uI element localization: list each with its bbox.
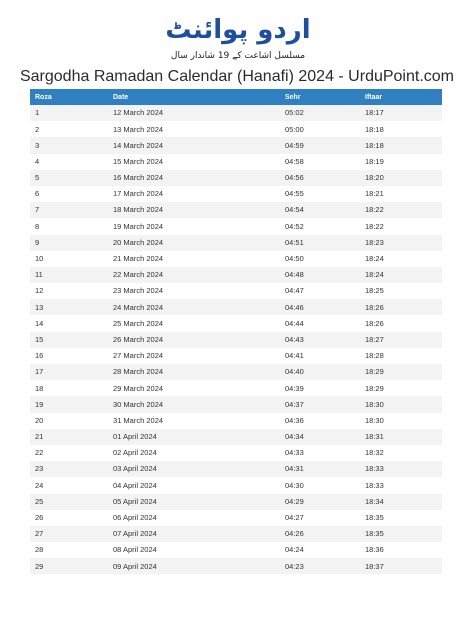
date-cell: 16 March 2024	[108, 170, 280, 186]
urdupoint-logo-mark	[165, 8, 311, 64]
logo-tagline: مسلسل اشاعت کے 19 شاندار سال	[170, 51, 306, 61]
date-cell: 30 March 2024	[108, 396, 280, 412]
sehr-cell: 04:44	[280, 315, 360, 331]
roza-cell: 10	[30, 251, 108, 267]
date-cell: 24 March 2024	[108, 299, 280, 315]
table-row	[30, 526, 442, 542]
urdupoint-logo	[165, 8, 311, 64]
sehr-cell: 04:46	[280, 299, 360, 315]
sehr-cell: 04:23	[280, 558, 360, 574]
iftaar-cell: 18:26	[360, 299, 442, 315]
roza-cell: 20	[30, 413, 108, 429]
table-row	[30, 461, 442, 477]
iftaar-cell: 18:23	[360, 235, 442, 251]
sehr-cell: 04:43	[280, 332, 360, 348]
iftaar-cell: 18:20	[360, 170, 442, 186]
sehr-cell: 05:00	[280, 121, 360, 137]
sehr-cell: 04:52	[280, 218, 360, 234]
iftaar-cell: 18:22	[360, 202, 442, 218]
date-cell: 21 March 2024	[108, 251, 280, 267]
roza-cell: 8	[30, 218, 108, 234]
roza-cell: 4	[30, 154, 108, 170]
table-row	[30, 445, 442, 461]
iftaar-cell: 18:33	[360, 477, 442, 493]
iftaar-cell: 18:37	[360, 558, 442, 574]
roza-cell: 27	[30, 526, 108, 542]
roza-cell: 16	[30, 348, 108, 364]
table-row	[30, 299, 442, 315]
roza-cell: 28	[30, 542, 108, 558]
iftaar-cell: 18:19	[360, 154, 442, 170]
sehr-cell: 04:37	[280, 396, 360, 412]
table-row	[30, 315, 442, 331]
sehr-cell: 04:55	[280, 186, 360, 202]
table-row	[30, 251, 442, 267]
sehr-cell: 04:40	[280, 364, 360, 380]
date-cell: 28 March 2024	[108, 364, 280, 380]
table-row	[30, 332, 442, 348]
sehr-cell: 05:02	[280, 105, 360, 121]
iftaar-cell: 18:30	[360, 413, 442, 429]
date-cell: 15 March 2024	[108, 154, 280, 170]
table-row	[30, 477, 442, 493]
roza-cell: 7	[30, 202, 108, 218]
ramadan-calendar-table	[30, 89, 442, 574]
date-cell: 27 March 2024	[108, 348, 280, 364]
table-row	[30, 121, 442, 137]
date-cell: 20 March 2024	[108, 235, 280, 251]
column-header-sehr: Sehr	[280, 89, 360, 105]
sehr-cell: 04:30	[280, 477, 360, 493]
sehr-cell: 04:59	[280, 137, 360, 153]
roza-cell: 5	[30, 170, 108, 186]
roza-cell: 13	[30, 299, 108, 315]
sehr-cell: 04:31	[280, 461, 360, 477]
iftaar-cell: 18:25	[360, 283, 442, 299]
iftaar-cell: 18:33	[360, 461, 442, 477]
iftaar-cell: 18:29	[360, 364, 442, 380]
date-cell: 01 April 2024	[108, 429, 280, 445]
logo-text: اردو پوائنٹ	[165, 15, 311, 45]
roza-cell: 29	[30, 558, 108, 574]
sehr-cell: 04:56	[280, 170, 360, 186]
date-cell: 19 March 2024	[108, 218, 280, 234]
table-row	[30, 396, 442, 412]
iftaar-cell: 18:29	[360, 380, 442, 396]
roza-cell: 18	[30, 380, 108, 396]
roza-cell: 11	[30, 267, 108, 283]
iftaar-cell: 18:35	[360, 510, 442, 526]
date-cell: 18 March 2024	[108, 202, 280, 218]
sehr-cell: 04:34	[280, 429, 360, 445]
sehr-cell: 04:26	[280, 526, 360, 542]
date-cell: 17 March 2024	[108, 186, 280, 202]
table-body	[30, 105, 442, 574]
column-header-roza: Roza	[30, 89, 108, 105]
table-row	[30, 202, 442, 218]
table-row	[30, 558, 442, 574]
iftaar-cell: 18:35	[360, 526, 442, 542]
table-row	[30, 380, 442, 396]
sehr-cell: 04:54	[280, 202, 360, 218]
date-cell: 07 April 2024	[108, 526, 280, 542]
page-title: Sargodha Ramadan Calendar (Hanafi) 2024 - UrduPoint.com	[19, 68, 454, 85]
sehr-cell: 04:33	[280, 445, 360, 461]
date-cell: 29 March 2024	[108, 380, 280, 396]
roza-cell: 23	[30, 461, 108, 477]
iftaar-cell: 18:18	[360, 137, 442, 153]
sehr-cell: 04:29	[280, 494, 360, 510]
date-cell: 04 April 2024	[108, 477, 280, 493]
table-row	[30, 413, 442, 429]
roza-cell: 19	[30, 396, 108, 412]
sehr-cell: 04:47	[280, 283, 360, 299]
roza-cell: 3	[30, 137, 108, 153]
sehr-cell: 04:24	[280, 542, 360, 558]
table-row	[30, 137, 442, 153]
iftaar-cell: 18:26	[360, 315, 442, 331]
roza-cell: 2	[30, 121, 108, 137]
column-header-iftaar: Iftaar	[360, 89, 442, 105]
table-row	[30, 348, 442, 364]
date-cell: 14 March 2024	[108, 137, 280, 153]
sehr-cell: 04:51	[280, 235, 360, 251]
iftaar-cell: 18:22	[360, 218, 442, 234]
iftaar-cell: 18:30	[360, 396, 442, 412]
date-cell: 06 April 2024	[108, 510, 280, 526]
table-row	[30, 494, 442, 510]
iftaar-cell: 18:34	[360, 494, 442, 510]
table-row	[30, 105, 442, 121]
date-cell: 03 April 2024	[108, 461, 280, 477]
table-row	[30, 235, 442, 251]
date-cell: 12 March 2024	[108, 105, 280, 121]
table-header-row	[30, 89, 442, 105]
roza-cell: 17	[30, 364, 108, 380]
sehr-cell: 04:41	[280, 348, 360, 364]
iftaar-cell: 18:24	[360, 267, 442, 283]
date-cell: 23 March 2024	[108, 283, 280, 299]
table-row	[30, 542, 442, 558]
iftaar-cell: 18:36	[360, 542, 442, 558]
iftaar-cell: 18:24	[360, 251, 442, 267]
iftaar-cell: 18:21	[360, 186, 442, 202]
date-cell: 26 March 2024	[108, 332, 280, 348]
iftaar-cell: 18:31	[360, 429, 442, 445]
table-row	[30, 170, 442, 186]
table-row	[30, 429, 442, 445]
date-cell: 31 March 2024	[108, 413, 280, 429]
roza-cell: 26	[30, 510, 108, 526]
column-header-date: Date	[108, 89, 280, 105]
table-row	[30, 283, 442, 299]
roza-cell: 15	[30, 332, 108, 348]
roza-cell: 22	[30, 445, 108, 461]
sehr-cell: 04:48	[280, 267, 360, 283]
sehr-cell: 04:39	[280, 380, 360, 396]
roza-cell: 1	[30, 105, 108, 121]
iftaar-cell: 18:17	[360, 105, 442, 121]
table-row	[30, 154, 442, 170]
date-cell: 09 April 2024	[108, 558, 280, 574]
table-row	[30, 267, 442, 283]
iftaar-cell: 18:28	[360, 348, 442, 364]
table-header	[30, 89, 442, 105]
date-cell: 25 March 2024	[108, 315, 280, 331]
table-row	[30, 364, 442, 380]
roza-cell: 21	[30, 429, 108, 445]
sehr-cell: 04:58	[280, 154, 360, 170]
sehr-cell: 04:36	[280, 413, 360, 429]
roza-cell: 9	[30, 235, 108, 251]
sehr-cell: 04:50	[280, 251, 360, 267]
roza-cell: 12	[30, 283, 108, 299]
roza-cell: 14	[30, 315, 108, 331]
roza-cell: 25	[30, 494, 108, 510]
iftaar-cell: 18:27	[360, 332, 442, 348]
date-cell: 22 March 2024	[108, 267, 280, 283]
iftaar-cell: 18:18	[360, 121, 442, 137]
date-cell: 05 April 2024	[108, 494, 280, 510]
date-cell: 08 April 2024	[108, 542, 280, 558]
sehr-cell: 04:27	[280, 510, 360, 526]
date-cell: 02 April 2024	[108, 445, 280, 461]
date-cell: 13 March 2024	[108, 121, 280, 137]
table-row	[30, 218, 442, 234]
iftaar-cell: 18:32	[360, 445, 442, 461]
table-row	[30, 510, 442, 526]
table-row	[30, 186, 442, 202]
roza-cell: 6	[30, 186, 108, 202]
roza-cell: 24	[30, 477, 108, 493]
